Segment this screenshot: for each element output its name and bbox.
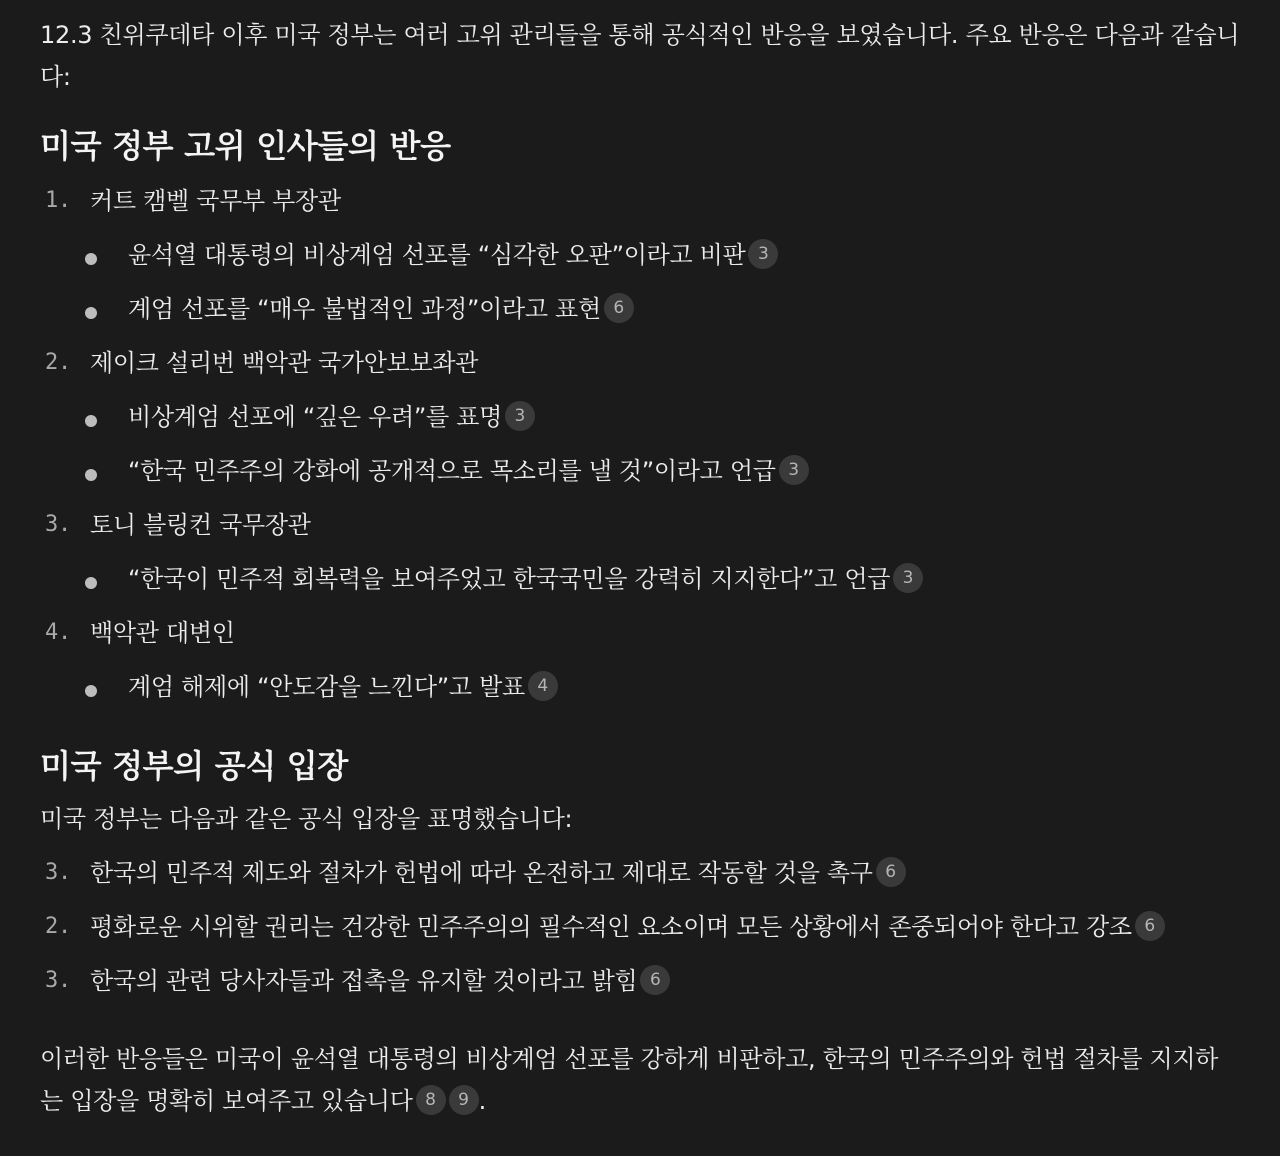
position-lead: 미국 정부는 다음과 같은 공식 입장을 표명했습니다:: [40, 805, 573, 833]
list-item-title: 백악관 대변인: [90, 619, 235, 647]
bullet-item: [40, 228, 1240, 282]
bullet-icon: [85, 577, 97, 589]
conclusion-text: 이러한 반응들은 미국이 윤석열 대통령의 비상계엄 선포를 강하게 비판하고, 한국의 민주주의와 헌법 절차를 지지하는 입장을 명확히 보여주고 있습니다: [40, 1045, 1219, 1115]
position-list: [40, 846, 1240, 1008]
bullet-icon: [85, 685, 97, 697]
bullet-text: 비상계엄 선포에 “깊은 우려”를 표명: [128, 403, 502, 431]
list-item: [40, 900, 1240, 954]
conclusion-end: .: [478, 1087, 486, 1115]
bullet-text: 윤석열 대통령의 비상계엄 선포를 “심각한 오판”이라고 비판: [128, 241, 746, 269]
list-item: [40, 498, 1240, 552]
bullet-text: 계엄 해제에 “안도감을 느낀다”고 발표: [128, 673, 525, 701]
list-item-text: 한국의 민주적 제도와 절차가 헌법에 따라 온전하고 제대로 작동할 것을 촉구: [90, 859, 873, 887]
list-item-title: 제이크 설리번 백악관 국가안보보좌관: [90, 349, 479, 377]
list-item-text: 평화로운 시위할 권리는 건강한 민주주의의 필수적인 요소이며 모든 상황에서 존중되어야 한다고 강조: [90, 913, 1132, 941]
bullet-item: [40, 282, 1240, 336]
intro-paragraph: 12.3 친위쿠데타 이후 미국 정부는 여러 고위 관리들을 통해 공식적인 반응을 보였습니다. 주요 반응은 다음과 같습니다:: [40, 21, 1240, 91]
bullet-text: 계엄 선포를 “매우 불법적인 과정”이라고 표현: [128, 295, 601, 323]
conclusion-paragraph: [40, 1038, 1240, 1122]
citation-badge[interactable]: 3: [893, 563, 923, 593]
citation-badge[interactable]: 6: [604, 293, 634, 323]
list-item: [40, 174, 1240, 228]
citation-badge[interactable]: 4: [528, 671, 558, 701]
citation-badge[interactable]: 6: [640, 965, 670, 995]
list-number: 2.: [45, 350, 71, 375]
citation-badge[interactable]: 9: [449, 1085, 479, 1115]
citation-badge[interactable]: 8: [416, 1085, 446, 1115]
list-number: 4.: [45, 620, 71, 645]
list-item: [40, 606, 1240, 660]
list-item-title: 커트 캠벨 국무부 부장관: [90, 187, 341, 215]
bullet-item: [40, 552, 1240, 606]
list-number: 1.: [45, 188, 71, 213]
section-heading-officials: 미국 정부 고위 인사들의 반응: [40, 127, 451, 165]
citation-badge[interactable]: 6: [1135, 911, 1165, 941]
bullet-text: “한국이 민주적 회복력을 보여주었고 한국국민을 강력히 지지한다”고 언급: [128, 565, 891, 593]
list-item: [40, 336, 1240, 390]
citation-badge[interactable]: 6: [876, 857, 906, 887]
answer-content: [40, 14, 1240, 1122]
bullet-item: [40, 390, 1240, 444]
bullet-item: [40, 660, 1240, 714]
list-item-title: 토니 블링컨 국무장관: [90, 511, 311, 539]
list-number: 3.: [45, 512, 71, 537]
citation-badge[interactable]: 3: [779, 455, 809, 485]
officials-list: [40, 174, 1240, 714]
bullet-icon: [85, 307, 97, 319]
list-number: 2.: [45, 914, 71, 939]
bullet-text: “한국 민주주의 강화에 공개적으로 목소리를 낼 것”이라고 언급: [128, 457, 776, 485]
list-number: 3.: [45, 860, 71, 885]
bullet-icon: [85, 415, 97, 427]
list-number: 3.: [45, 968, 71, 993]
bullet-icon: [85, 469, 97, 481]
list-item-text: 한국의 관련 당사자들과 접촉을 유지할 것이라고 밝힘: [90, 967, 638, 995]
bullet-icon: [85, 253, 97, 265]
list-item: [40, 846, 1240, 900]
citation-badge[interactable]: 3: [505, 401, 535, 431]
citation-badge[interactable]: 3: [748, 239, 778, 269]
section-heading-official-position: 미국 정부의 공식 입장: [40, 747, 349, 785]
list-item: [40, 954, 1240, 1008]
bullet-item: [40, 444, 1240, 498]
